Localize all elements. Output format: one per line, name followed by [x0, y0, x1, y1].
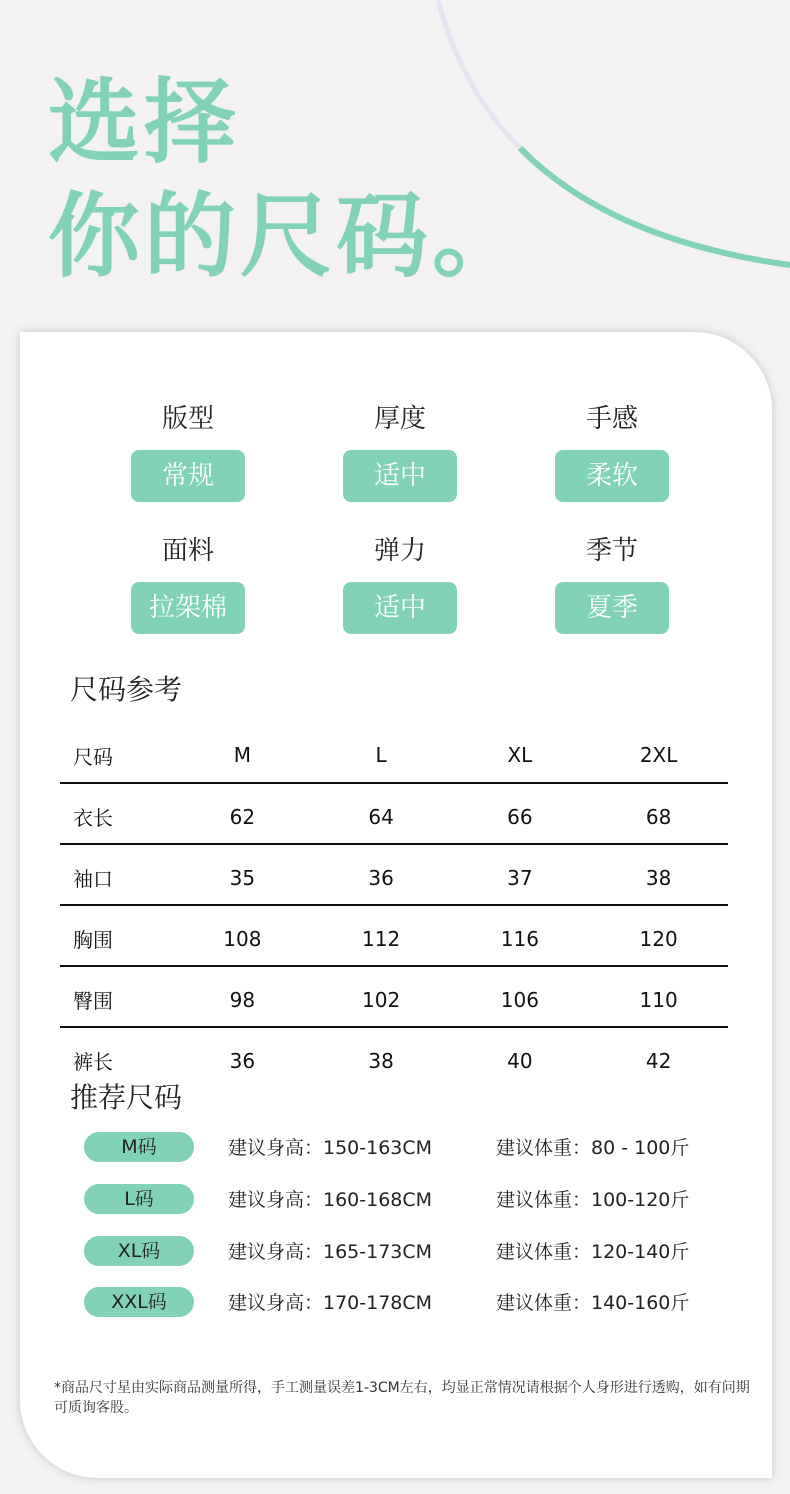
table-cell: 35	[173, 844, 312, 905]
table-cell: 37	[451, 844, 590, 905]
measurement-note: *商品尺寸星由实际商品测量所得，手工测量误差1-3CM左右，均显正常情况请根据个人身形进行透购，如有问期可质询客股。	[54, 1380, 750, 1416]
arc-accent-segment	[520, 148, 790, 265]
attribute-label: 弹力	[373, 536, 426, 566]
size-info-card	[20, 332, 772, 1478]
recommend-height: 建议身高：170-178CM	[228, 1292, 433, 1314]
recommend-row-xxl	[20, 1287, 772, 1319]
table-cell: 38	[589, 844, 728, 905]
table-cell: 116	[451, 905, 590, 966]
recommend-title: 推荐尺码	[70, 1081, 183, 1114]
size-column-xl: XL	[507, 743, 533, 767]
recommend-row-l	[20, 1184, 772, 1216]
table-cell: 106	[451, 966, 590, 1027]
size-column-m: M	[233, 743, 251, 767]
row-label: 衣长	[60, 783, 173, 844]
row-label: 胸围	[60, 905, 173, 966]
attribute-value-pill: 适中	[343, 582, 457, 634]
size-chart-title: 尺码参考	[70, 673, 183, 706]
attribute-value-pill: 夏季	[555, 582, 669, 634]
attribute-label: 手感	[585, 404, 638, 434]
table-cell: 38	[312, 1027, 451, 1087]
recommend-weight: 建议体重：120-140斤	[496, 1241, 690, 1263]
attribute-thickness	[300, 402, 500, 502]
attribute-fit	[88, 402, 288, 502]
table-cell: 112	[312, 905, 451, 966]
table-cell: 108	[173, 905, 312, 966]
recommend-height: 建议身高：165-173CM	[228, 1241, 433, 1263]
recommend-weight: 建议体重：140-160斤	[496, 1292, 690, 1314]
recommend-weight: 建议体重：80 - 100斤	[496, 1137, 690, 1159]
size-chart-table	[60, 728, 728, 1087]
attribute-value-pill: 拉架棉	[131, 582, 245, 634]
attribute-label: 版型	[161, 404, 214, 434]
headline-line-2: 你的尺码。	[48, 182, 529, 290]
attribute-value-pill: 适中	[343, 450, 457, 502]
recommend-row-xl	[20, 1236, 772, 1268]
attribute-fabric	[88, 534, 288, 634]
table-cell: 110	[589, 966, 728, 1027]
size-column-l: L	[375, 743, 387, 767]
size-tag: M码	[84, 1132, 194, 1162]
table-cell: 62	[173, 783, 312, 844]
row-label: 袖口	[60, 844, 173, 905]
size-tag: L码	[84, 1184, 194, 1214]
table-row	[60, 844, 728, 905]
arc-light-segment	[438, 0, 520, 148]
attribute-feel	[512, 402, 712, 502]
row-label: 臀围	[60, 966, 173, 1027]
size-chart-header-row	[60, 728, 728, 783]
attribute-season	[512, 534, 712, 634]
table-cell: 66	[451, 783, 590, 844]
attribute-value-pill: 常规	[131, 450, 245, 502]
attribute-label: 季节	[585, 536, 638, 566]
table-cell: 102	[312, 966, 451, 1027]
table-cell: 120	[589, 905, 728, 966]
table-cell: 40	[451, 1027, 590, 1087]
table-row	[60, 966, 728, 1027]
recommend-height: 建议身高：160-168CM	[228, 1189, 433, 1211]
size-tag: XL码	[84, 1236, 194, 1266]
table-cell: 64	[312, 783, 451, 844]
table-cell: 36	[173, 1027, 312, 1087]
row-label: 裤长	[60, 1027, 173, 1087]
recommend-height: 建议身高：150-163CM	[228, 1137, 433, 1159]
attribute-label: 面料	[161, 536, 214, 566]
table-cell: 98	[173, 966, 312, 1027]
table-cell: 36	[312, 844, 451, 905]
attribute-value-pill: 柔软	[555, 450, 669, 502]
table-row	[60, 783, 728, 844]
recommend-row-m	[20, 1132, 772, 1164]
recommend-weight: 建议体重：100-120斤	[496, 1189, 690, 1211]
table-cell: 42	[589, 1027, 728, 1087]
size-tag: XXL码	[84, 1287, 194, 1317]
size-header-label: 尺码	[73, 744, 113, 769]
table-row	[60, 905, 728, 966]
table-cell: 68	[589, 783, 728, 844]
attribute-elasticity	[300, 534, 500, 634]
attribute-label: 厚度	[373, 404, 426, 434]
size-column-2xl: 2XL	[639, 743, 678, 767]
headline-line-1: 选择	[48, 68, 241, 176]
